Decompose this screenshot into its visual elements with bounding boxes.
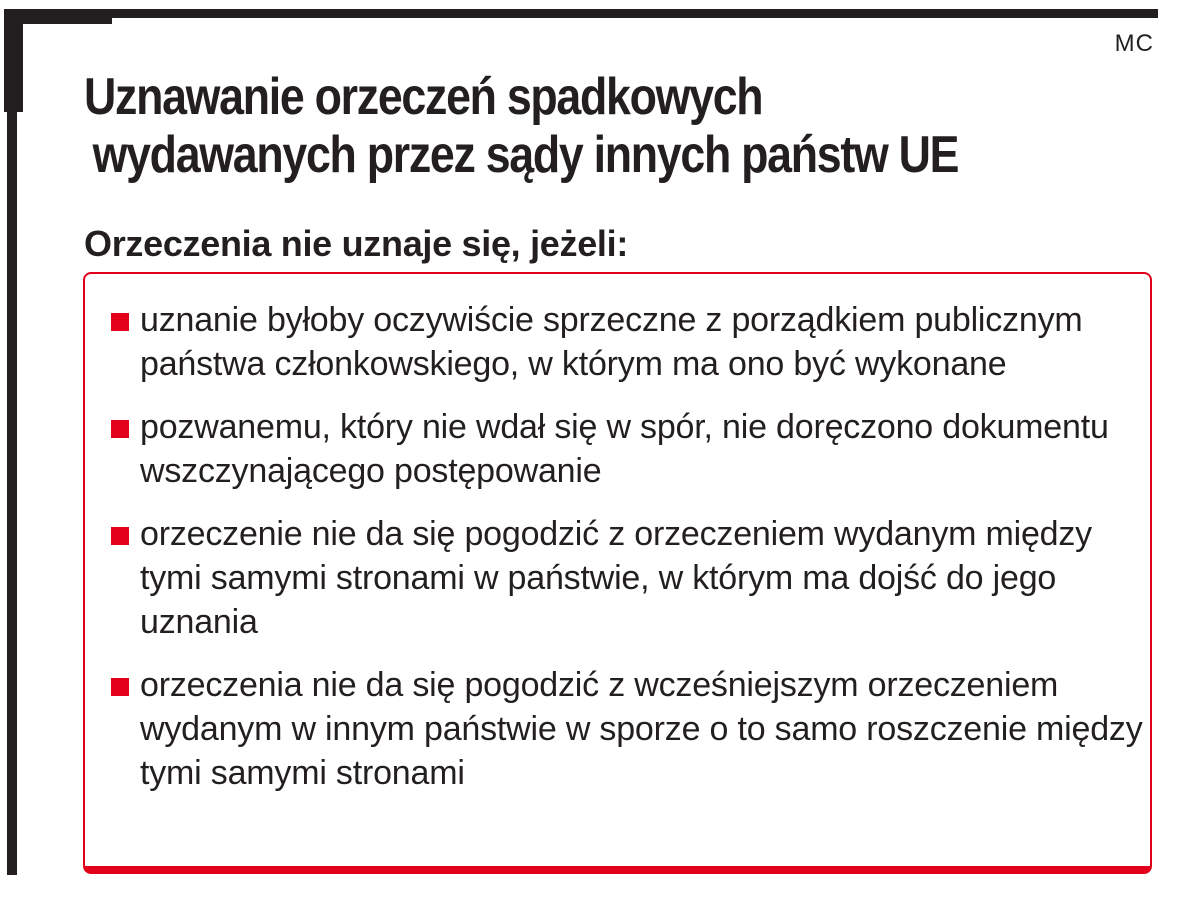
title-line-1: Uznawanie orzeczeń spadkowych bbox=[84, 68, 763, 126]
section-heading: Orzeczenia nie uznaje się, jeżeli: bbox=[84, 223, 629, 264]
list-item-text: orzeczenia nie da się pogodzić z wcześniejszym orzeczeniem wydanym w innym państwie w sporze o to samo roszczenie między tymi samymi stronami bbox=[140, 666, 1143, 792]
list-item-text: uznanie byłoby oczywiście sprzeczne z porządkiem publicznym państwa członkowskiego, w którym ma ono być wykonane bbox=[140, 301, 1083, 383]
list-item bbox=[85, 298, 1150, 386]
author-initials: MC bbox=[1114, 30, 1154, 57]
square-bullet-icon bbox=[111, 420, 129, 438]
square-bullet-icon bbox=[111, 678, 129, 696]
list-item bbox=[85, 663, 1150, 795]
list-item-text: orzeczenie nie da się pogodzić z orzeczeniem wydanym między tymi samymi stronami w państwie, w którym ma dojść do jego uznania bbox=[140, 515, 1092, 641]
list-item bbox=[85, 512, 1150, 644]
frame-left-border bbox=[7, 9, 17, 875]
list-item-text: pozwanemu, który nie wdał się w spór, nie doręczono dokumentu wszczynającego postępowanie bbox=[140, 408, 1109, 490]
conditions-box bbox=[83, 272, 1152, 874]
page-title bbox=[84, 68, 958, 184]
title-line-2: wydawanych przez sądy innych państw UE bbox=[92, 126, 959, 184]
frame-top-border bbox=[8, 9, 1158, 18]
frame-corner-accent bbox=[8, 9, 112, 24]
conditions-list bbox=[85, 274, 1150, 795]
square-bullet-icon bbox=[111, 527, 129, 545]
list-item bbox=[85, 405, 1150, 493]
square-bullet-icon bbox=[111, 313, 129, 331]
